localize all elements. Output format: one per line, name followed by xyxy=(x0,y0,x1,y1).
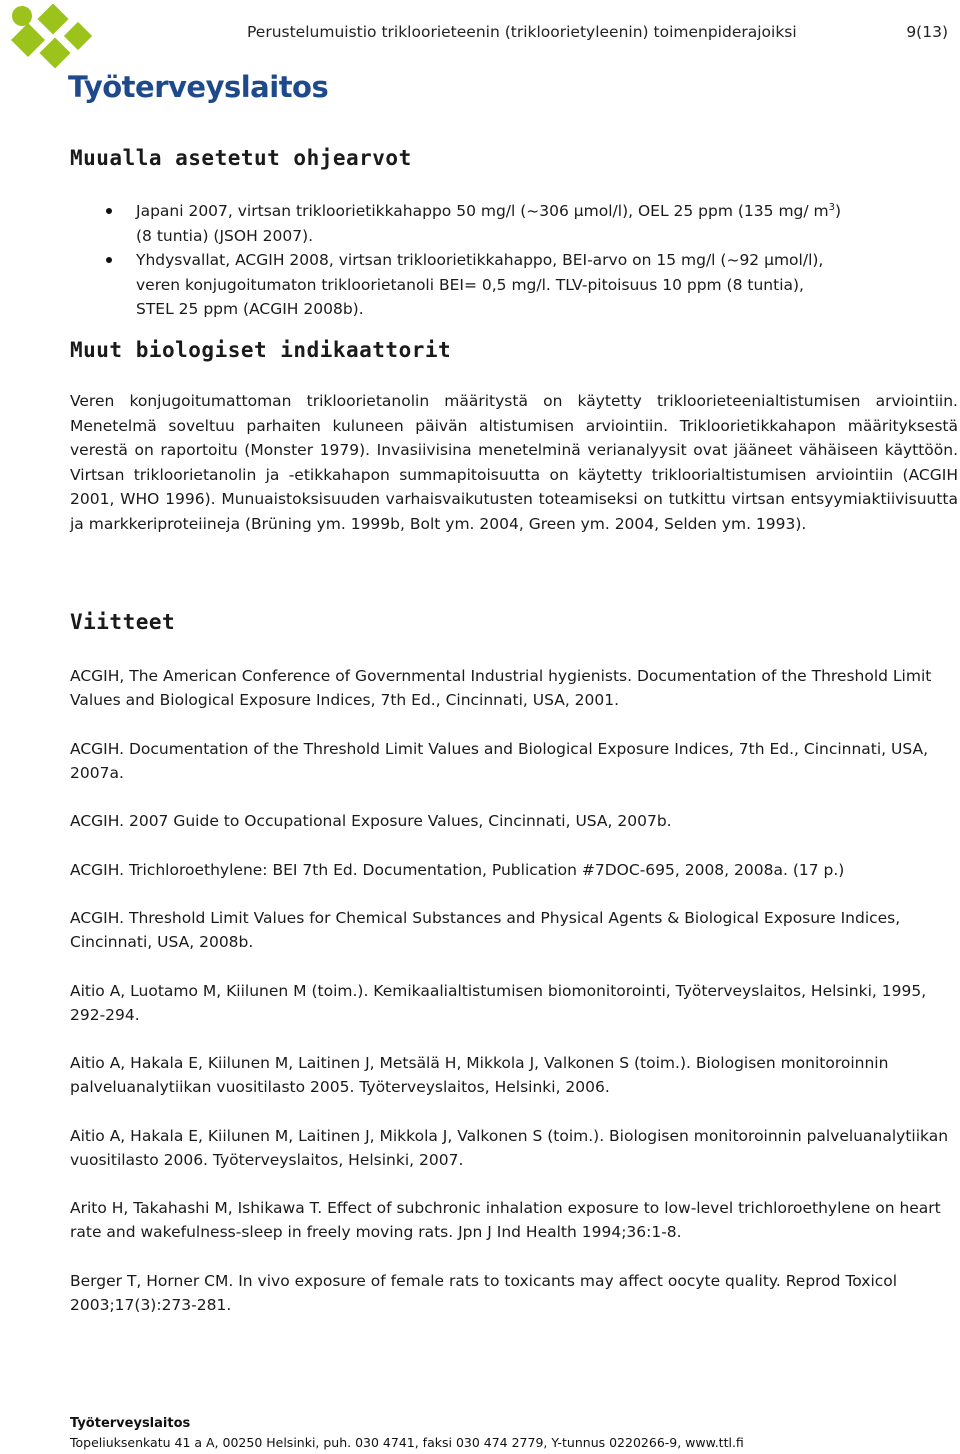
reference-item: ACGIH. Documentation of the Threshold Limit Values and Biological Exposure Indices, 7th Ed., Cincinnati, USA, 2007a. xyxy=(70,739,929,782)
reference-list xyxy=(70,664,950,1341)
bullet-icon xyxy=(106,208,112,214)
section-heading-viitteet: Viitteet xyxy=(70,610,176,634)
logo-icon xyxy=(8,4,98,74)
logo-wordmark: Työterveyslaitos xyxy=(68,70,329,104)
reference-item: ACGIH, The American Conference of Governmental Industrial hygienists. Documentation of the Threshold Limit Values and Biological Exposure Indices, 7th Ed., Cincinnati, USA, 2001. xyxy=(70,667,932,709)
body-paragraph: Veren konjugoitumattoman trikloorietanolin määritystä on käytetty trikloorieteenialtistumisen arviointiin. Menetelmä soveltuu parhaiten kuluneen päivän altistumisen arviointiin. Trikloorietikkahapon määrityksestä verestä on raportoitu (Monster 1979). Invasiivisina menetelminä verianalyysit ovat jääneet vähäiseen käyttöön. Virtsan trikloorietanolin ja -etikkahapon summapitoisuutta on käytetty trikloorialtistumisen arviointiin (ACGIH 2001, WHO 1996). Munuaistoksisuuden varhaisvaikutusten toteamiseksi on tutkittu virtsan entsyymiaktiivisuutta ja markkeriproteiineja (Brüning ym. 1999b, Bolt ym. 2004, Green ym. 2004, Selden ym. 1993). xyxy=(70,392,958,533)
page-number: 9(13) xyxy=(906,23,948,41)
reference-item: Arito H, Takahashi M, Ishikawa T. Effect of subchronic inhalation exposure to low-level trichloroethylene on heart rate and wakefulness-sleep in freely moving rats. Jpn J Ind Health 1994;36:1-8. xyxy=(70,1199,941,1241)
reference-item: ACGIH. Threshold Limit Values for Chemical Substances and Physical Agents & Biological Exposure Indices, Cincinnati, USA, 2008b. xyxy=(70,909,901,951)
footer-address: Topeliuksenkatu 41 a A, 00250 Helsinki, puh. 030 4741, faksi 030 474 2779, Y-tunnus 0220266-9, www.ttl.fi xyxy=(70,1435,744,1450)
footer-organization: Työterveyslaitos xyxy=(70,1416,191,1431)
reference-item: Aitio A, Hakala E, Kiilunen M, Laitinen J, Metsälä H, Mikkola J, Valkonen S (toim.). Biologisen monitoroinnin palveluanalytiikan vuositilasto 2005. Työterveyslaitos, Helsinki, 2006. xyxy=(70,1054,889,1096)
list-item: Japani 2007, virtsan trikloorietikkahappo 50 mg/l (~306 µmol/l), OEL 25 ppm (135 mg/ $m^3$) (8 tuntia) (JSOH 2007). xyxy=(70,199,960,248)
section-heading-muut: Muut biologiset indikaattorit xyxy=(70,338,452,362)
reference-item: ACGIH. Trichloroethylene: BEI 7th Ed. Documentation, Publication #7DOC-695, 2008, 2008a. (17 p.) xyxy=(70,860,845,879)
reference-item: ACGIH. 2007 Guide to Occupational Exposure Values, Cincinnati, USA, 2007b. xyxy=(70,812,672,830)
reference-item: Aitio A, Hakala E, Kiilunen M, Laitinen J, Mikkola J, Valkonen S (toim.). Biologisen monitoroinnin palveluanalytiikan vuositilasto 2006. Työterveyslaitos, Helsinki, 2007. xyxy=(70,1126,949,1169)
document-title: Perustelumuistio trikloorieteenin (trikloorietyleenin) toimenpiderajoiksi xyxy=(247,23,797,41)
bullet-icon xyxy=(106,257,112,263)
section-heading-muualla: Muualla asetetut ohjearvot xyxy=(70,146,412,170)
list-item: Yhdysvallat, ACGIH 2008, virtsan trikloorietikkahappo, BEI-arvo on 15 mg/l (~92 µmol/l), veren konjugoitumaton trikloorietanoli BEI= 0,5 mg/l. TLV-pitoisuus 10 ppm (8 tuntia), STEL 25 ppm (ACGIH 2008b). xyxy=(70,248,960,322)
reference-item: Berger T, Horner CM. In vivo exposure of female rats to toxicants may affect oocyte quality. Reprod Toxicol 2003;17(3):273-281. xyxy=(70,1271,898,1314)
bullet-list xyxy=(70,199,960,322)
reference-item: Aitio A, Luotamo M, Kiilunen M (toim.). Kemikaalialtistumisen biomonitorointi, Työterveyslaitos, Helsinki, 1995, 292-294. xyxy=(70,981,927,1024)
